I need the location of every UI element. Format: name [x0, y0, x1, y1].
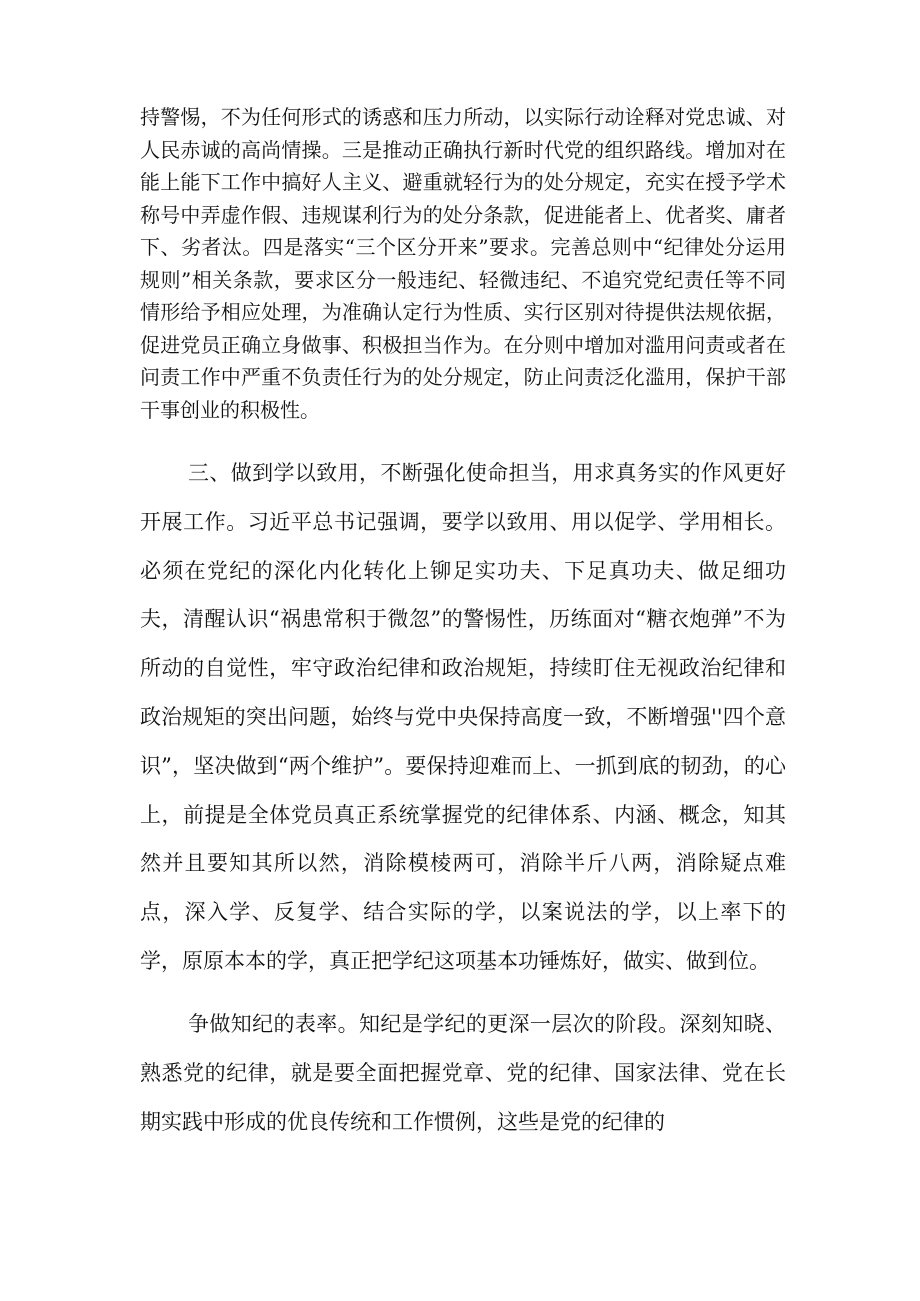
paragraph-continuation: 持警惕，不为任何形式的诱惑和压力所动，以实际行动诠释对党忠诚、对人民赤诚的高尚情操。三是推动正确执行新时代党的组织路线。增加对在能上能下工作中搞好人主义、避重就轻行为的处分规定，充实在授予学术称号中弄虚作假、违规谋利行为的处分条款，促进能者上、优者奖、庸者下、劣者汰。四是落实“三个区分开来”要求。完善总则中“纪律处分运用规则”相关条款，要求区分一般违纪、轻微违纪、不追究党纪责任等不同情形给予相应处理，为准确认定行为性质、实行区别对待提供法规依据，促进党员正确立身做事、积极担当作为。在分则中增加对滥用问责或者在问责工作中严重不负责任行为的处分规定，防止问责泛化滥用，保护干部干事创业的积极性。: [140, 105, 786, 422]
paragraph-know-discipline: 争做知纪的表率。知纪是学纪的更深一层次的阶段。深刻知晓、熟悉党的纪律，就是要全面把握党章、党的纪律、国家法律、党在长期实践中形成的优良传统和工作惯例，这些是党的纪律的: [140, 1012, 786, 1134]
paragraph-section-three: 三、做到学以致用，不断强化使命担当，用求真务实的作风更好开展工作。习近平总书记强调，要学以致用、用以促学、学用相长。必须在党纪的深化内化转化上铆足实功夫、下足真功夫、做足细功夫，清醒认识“祸患常积于微忽”的警惕性，历练面对“糖衣炮弹”不为所动的自觉性，牢守政治纪律和政治规矩，持续盯住无视政治纪律和政治规矩的突出问题，始终与党中央保持高度一致，不断增强''四个意识”，坚决做到“两个维护”。要保持迎难而上、一抓到底的韧劲，的心上，前提是全体党员真正系统掌握党的纪律体系、内涵、概念，知其然并且要知其所以然，消除模棱两可，消除半斤八两，消除疑点难点，深入学、反复学、结合实际的学，以案说法的学，以上率下的学，原原本本的学，真正把学纪这项基本功锤炼好，做实、做到位。: [140, 461, 786, 973]
